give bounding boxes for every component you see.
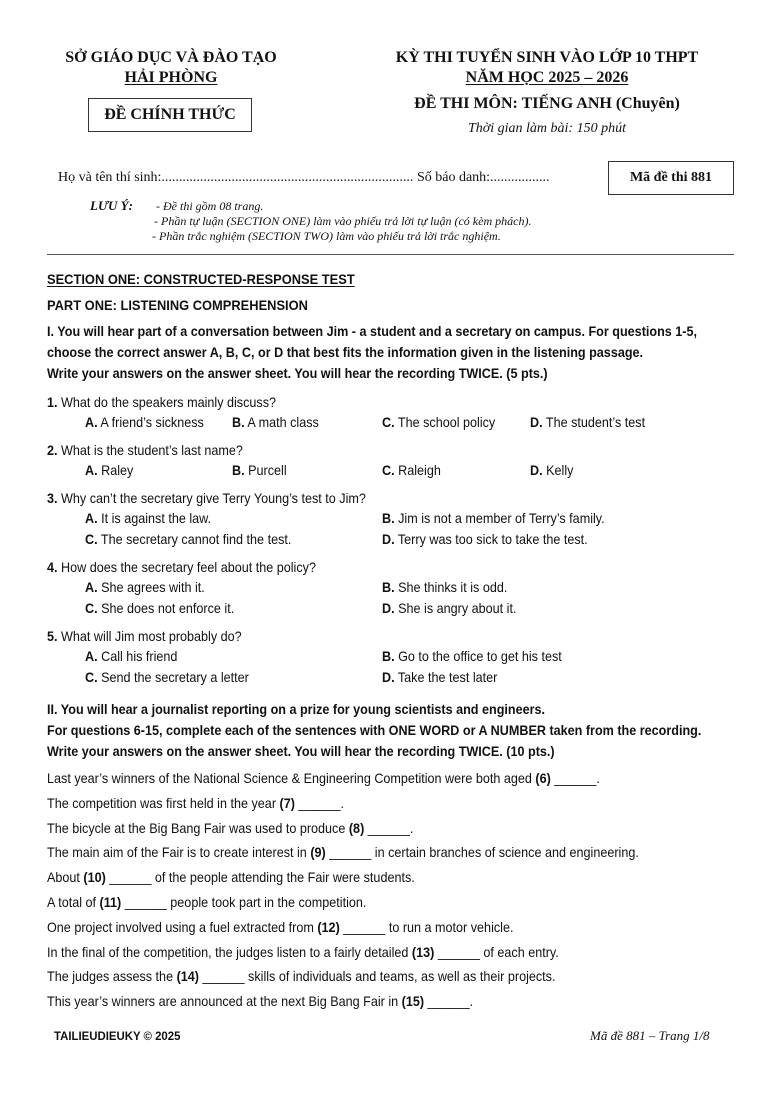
question-number: 2. [47, 442, 58, 458]
footer-copyright: TAILIEUDIEUKY © 2025 [54, 1029, 181, 1043]
exam-title: KỲ THI TUYỂN SINH VÀO LỚP 10 THPT [395, 49, 699, 66]
blank-number: (7) [279, 794, 295, 811]
option-d: D. Kelly [530, 462, 574, 478]
option-c: C. The school policy [382, 414, 496, 430]
question-stem: What will Jim most probably do? [61, 628, 242, 644]
blank-number: (15) [401, 993, 425, 1010]
exam-duration: Thời gian làm bài: 150 phút [468, 121, 626, 136]
gap-fill-item: The judges assess the (14) ______ skills of individuals and teams, as well as their projects. [47, 968, 556, 985]
option-c: C. Send the secretary a letter [85, 668, 249, 685]
gap-fill-list [47, 766, 737, 1014]
option-a: A. Call his friend [85, 648, 178, 664]
option-b: B. Jim is not a member of Terry’s family. [382, 510, 605, 526]
gap-fill-item: One project involved using a fuel extracted from (12) ______ to run a motor vehicle. [47, 918, 514, 935]
footer-page-info: Mã đề 881 – Trang 1/8 [590, 1028, 710, 1043]
gap-fill-item: Last year’s winners of the National Science & Engineering Competition were both aged (6) ______. [47, 770, 600, 786]
gap-fill-item: In the final of the competition, the judges listen to a fairly detailed (13) ______ of each entry. [47, 943, 559, 960]
question-stem: How does the secretary feel about the policy? [61, 559, 316, 575]
blank-number: (12) [317, 918, 340, 935]
part2-instructions [47, 699, 737, 762]
blank-number: (6) [535, 770, 551, 786]
note-item: - Phần trắc nghiệm (SECTION TWO) làm vào phiếu trả lời trắc nghiệm. [152, 229, 501, 243]
gap-fill-item: A total of (11) ______ people took part in the competition. [47, 893, 367, 910]
instruction-line: Write your answers on the answer sheet. You will hear the recording TWICE. (10 pts.) [47, 743, 555, 759]
question-number: 4. [47, 559, 58, 575]
exam-content [47, 269, 737, 1014]
question-3 [47, 488, 737, 549]
question-stem: Why can’t the secretary give Terry Young’s test to Jim? [61, 490, 366, 506]
option-a: A. A friend’s sickness [85, 414, 204, 430]
note-item: - Phần tự luận (SECTION ONE) làm vào phiếu trả lời tự luận (có kèm phách). [154, 214, 532, 228]
option-b: B. She thinks it is odd. [382, 579, 508, 595]
option-a: A. It is against the law. [85, 510, 212, 526]
candidate-info [58, 170, 550, 186]
gap-fill-item: The competition was first held in the year (7) ______. [47, 794, 344, 811]
gap-fill-item: About (10) ______ of the people attending the Fair were students. [47, 869, 415, 886]
blank-number: (9) [310, 844, 326, 861]
note-item: - Đề thi gồm 08 trang. [156, 199, 264, 213]
blank-number: (11) [99, 893, 122, 910]
question-4 [47, 557, 737, 618]
blank-number: (13) [411, 943, 435, 960]
department-city: HẢI PHÒNG [124, 69, 218, 86]
official-label: ĐỀ CHÍNH THỨC [104, 106, 236, 123]
option-d: D. The student’s test [530, 414, 646, 430]
department-name: SỞ GIÁO DỤC VÀ ĐÀO TẠO [65, 49, 277, 66]
option-c: C. She does not enforce it. [85, 599, 235, 616]
instruction-line: I. You will hear part of a conversation between Jim - a student and a secretary on campus. For questions 1-5, [47, 323, 698, 339]
question-stem: What is the student’s last name? [61, 442, 243, 458]
exam-header [352, 48, 742, 138]
question-number: 5. [47, 628, 58, 644]
blank-number: (10) [83, 869, 106, 886]
option-c: C. Raleigh [382, 462, 441, 478]
option-b: B. A math class [232, 414, 319, 430]
question-stem: What do the speakers mainly discuss? [61, 394, 277, 410]
option-b: B. Go to the office to get his test [382, 648, 562, 664]
notes [90, 198, 531, 244]
instruction-line: Write your answers on the answer sheet. You will hear the recording TWICE. (5 pts.) [47, 365, 548, 381]
official-exam-box [88, 98, 252, 132]
option-d: D. She is angry about it. [382, 599, 517, 616]
school-year: NĂM HỌC 2025 – 2026 [465, 69, 629, 86]
blank-number: (8) [348, 819, 365, 836]
part1-instructions [47, 321, 737, 384]
header-divider [47, 254, 734, 255]
blank-number: (14) [176, 968, 200, 985]
gap-fill-item: This year’s winners are announced at the next Big Bang Fair in (15) ______. [47, 993, 474, 1010]
question-1 [47, 392, 737, 432]
option-a: A. Raley [85, 462, 134, 478]
department-header [40, 48, 302, 88]
instruction-line: For questions 6-15, complete each of the sentences with ONE WORD or A NUMBER taken from the recording. [47, 722, 702, 738]
question-number: 3. [47, 490, 58, 506]
exam-subject: ĐỀ THI MÔN: TIẾNG ANH (Chuyên) [414, 95, 680, 112]
notes-label: LƯU Ý: [90, 198, 133, 213]
part-title: PART ONE: LISTENING COMPREHENSION [47, 297, 308, 313]
option-d: D. Take the test later [382, 668, 498, 685]
option-a: A. She agrees with it. [85, 579, 205, 595]
question-2 [47, 440, 737, 480]
option-c: C. The secretary cannot find the test. [85, 530, 292, 547]
question-number: 1. [47, 394, 58, 410]
candidate-id-field: Số báo danh:................. [416, 170, 550, 185]
option-d: D. Terry was too sick to take the test. [382, 530, 588, 547]
instruction-line: choose the correct answer A, B, C, or D that best fits the information given in the listening passage. [47, 344, 644, 360]
exam-code: Mã đề thi 881 [629, 170, 713, 185]
exam-code-box [608, 161, 734, 195]
gap-fill-item: The main aim of the Fair is to create interest in (9) ______ in certain branches of science and engineering. [47, 844, 639, 861]
question-5 [47, 626, 737, 687]
gap-fill-item: The bicycle at the Big Bang Fair was used to produce (8) ______. [47, 819, 414, 836]
instruction-line: II. You will hear a journalist reporting on a prize for young scientists and engineers. [47, 701, 546, 717]
candidate-name-field: Họ và tên thí sinh:........................................................................ [58, 170, 414, 185]
option-b: B. Purcell [232, 462, 287, 478]
section-title: SECTION ONE: CONSTRUCTED-RESPONSE TEST [47, 271, 355, 287]
